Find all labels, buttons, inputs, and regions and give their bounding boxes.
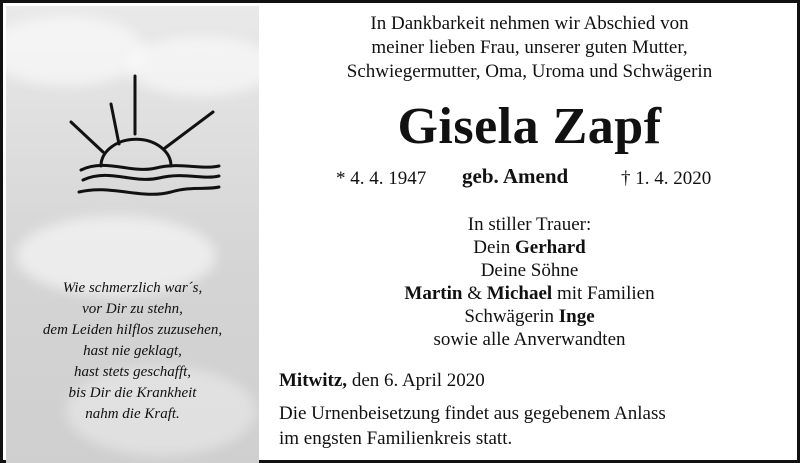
sister-in-law-line — [259, 305, 800, 328]
ampersand: & — [462, 283, 487, 304]
son-name: Michael — [486, 283, 553, 304]
sky-panel — [6, 6, 259, 463]
notice-line: Die Urnenbeisetzung findet aus gegebenem Anlass — [279, 403, 666, 424]
husband-line — [259, 236, 800, 259]
notice-date: den 6. April 2020 — [347, 370, 485, 391]
notice-line: im engsten Familienkreis statt. — [279, 428, 513, 449]
maiden-name: geb. Amend — [462, 164, 569, 188]
mourners-list — [259, 213, 800, 351]
birth-date: * 4. 4. 1947 — [336, 168, 427, 189]
death-date: † 1. 4. 2020 — [621, 168, 712, 189]
life-dates — [259, 164, 800, 194]
husband-name: Gerhard — [514, 237, 586, 258]
sister-in-law-prefix: Schwägerin — [464, 306, 559, 327]
poem-line: bis Dir die Krankheit — [68, 385, 197, 401]
intro-line: Schwiegermutter, Oma, Uroma und Schwägerin — [346, 61, 713, 82]
deceased-name: Gisela Zapf — [397, 98, 662, 155]
with-families: mit Familien — [552, 283, 655, 304]
burial-notice — [279, 401, 666, 451]
poem-line: hast nie geklagt, — [83, 343, 182, 359]
poem — [6, 278, 259, 425]
poem-line: Wie schmerzlich war´s, — [62, 280, 203, 296]
sunset-over-water-icon — [61, 66, 221, 216]
mourning-heading: In stiller Trauer: — [467, 214, 592, 235]
poem-line: nahm die Kraft. — [85, 406, 180, 422]
intro-line: meiner lieben Frau, unserer guten Mutter, — [371, 37, 688, 58]
sons-names-line — [259, 282, 800, 305]
husband-prefix: Dein — [473, 237, 515, 258]
place-date — [279, 370, 485, 392]
intro-text — [259, 12, 800, 84]
intro-line: In Dankbarkeit nehmen wir Abschied von — [370, 13, 689, 34]
son-name: Martin — [404, 283, 463, 304]
poem-line: hast stets geschafft, — [73, 364, 192, 380]
sons-line: Deine Söhne — [480, 260, 579, 281]
place-name: Mitwitz, — [279, 370, 348, 391]
poem-line: vor Dir zu stehn, — [82, 301, 183, 317]
poem-line: dem Leiden hilflos zuzusehen, — [42, 322, 223, 338]
sister-in-law-name: Inge — [558, 306, 595, 327]
relatives-line: sowie alle Anverwandten — [433, 329, 626, 350]
